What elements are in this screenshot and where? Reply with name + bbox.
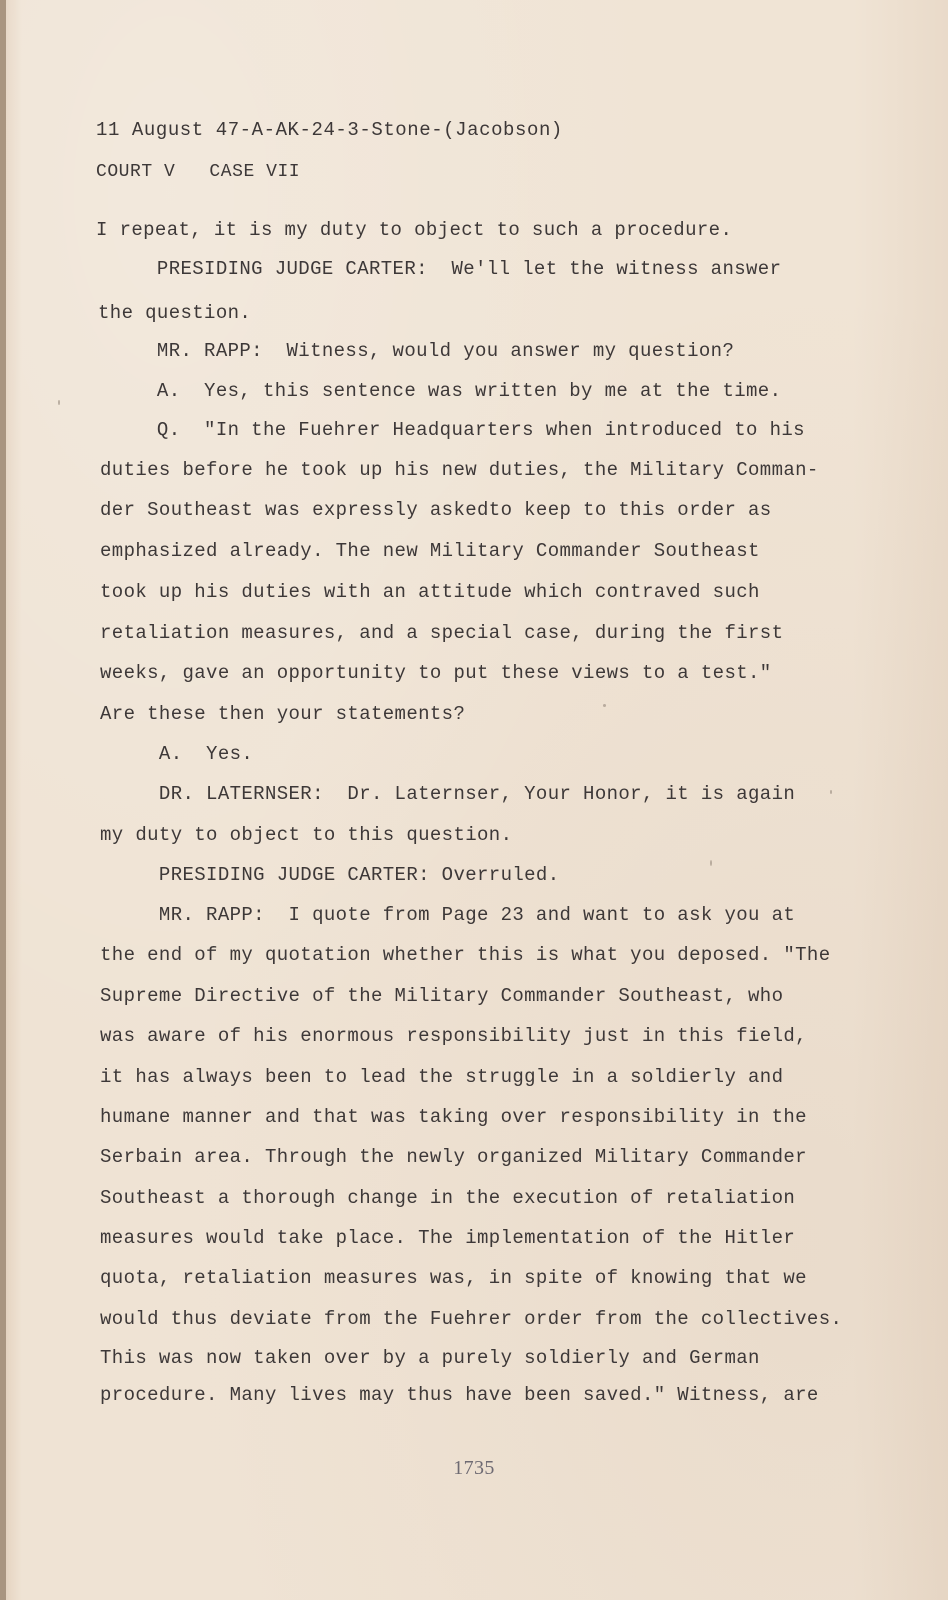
page-number: 1735: [453, 1457, 495, 1479]
transcript-line: procedure. Many lives may thus have been saved." Witness, are: [100, 1384, 819, 1406]
transcript-line: This was now taken over by a purely soldierly and German: [100, 1347, 760, 1369]
transcript-line: Southeast a thorough change in the execution of retaliation: [100, 1187, 796, 1209]
transcript-line: I repeat, it is my duty to object to such a procedure.: [96, 219, 733, 241]
transcript-line: retaliation measures, and a special case, during the first: [100, 622, 784, 644]
transcript-line: measures would take place. The implementation of the Hitler: [100, 1227, 796, 1249]
transcript-line: Supreme Directive of the Military Commander Southeast, who: [100, 985, 784, 1007]
transcript-line: took up his duties with an attitude which contraved such: [100, 581, 760, 603]
transcript-line: the question.: [98, 302, 252, 324]
transcript-line: MR. RAPP: I quote from Page 23 and want to ask you at: [100, 904, 796, 926]
transcript-line: der Southeast was expressly askedto keep to this order as: [100, 499, 772, 521]
transcript-line: A. Yes, this sentence was written by me at the time.: [98, 380, 782, 402]
transcript-line: the end of my quotation whether this is what you deposed. "The: [100, 944, 831, 966]
transcript-line: A. Yes.: [100, 743, 254, 765]
transcript-line: MR. RAPP: Witness, would you answer my question?: [98, 340, 735, 362]
docket-header: 11 August 47-A-AK-24-3-Stone-(Jacobson): [96, 119, 563, 141]
transcript-line: emphasized already. The new Military Commander Southeast: [100, 540, 760, 562]
paper-speck: [603, 704, 606, 707]
transcript-line: Are these then your statements?: [100, 703, 466, 725]
transcript-line: humane manner and that was taking over responsibility in the: [100, 1106, 807, 1128]
transcript-line: DR. LATERNSER: Dr. Laternser, Your Honor, it is again: [100, 783, 796, 805]
transcript-line: weeks, gave an opportunity to put these views to a test.": [100, 662, 772, 684]
transcript-line: PRESIDING JUDGE CARTER: Overruled.: [100, 864, 560, 886]
transcript-line: Serbain area. Through the newly organized Military Commander: [100, 1146, 807, 1168]
transcript-line: Q. "In the Fuehrer Headquarters when introduced to his: [98, 419, 805, 441]
page-left-edge: [0, 0, 6, 1600]
transcript-line: was aware of his enormous responsibility just in this field,: [100, 1025, 807, 1047]
paper-speck: [58, 400, 60, 405]
transcript-line: PRESIDING JUDGE CARTER: We'll let the witness answer: [98, 258, 782, 280]
transcript-line: would thus deviate from the Fuehrer order from the collectives.: [100, 1308, 843, 1330]
transcript-line: it has always been to lead the struggle in a soldierly and: [100, 1066, 784, 1088]
transcript-line: quota, retaliation measures was, in spite of knowing that we: [100, 1267, 807, 1289]
transcript-line: duties before he took up his new duties, the Military Comman-: [100, 459, 819, 481]
court-case-header: COURT V CASE VII: [96, 162, 301, 182]
transcript-line: my duty to object to this question.: [100, 824, 513, 846]
paper-speck: [830, 790, 832, 794]
paper-speck: [710, 860, 712, 866]
